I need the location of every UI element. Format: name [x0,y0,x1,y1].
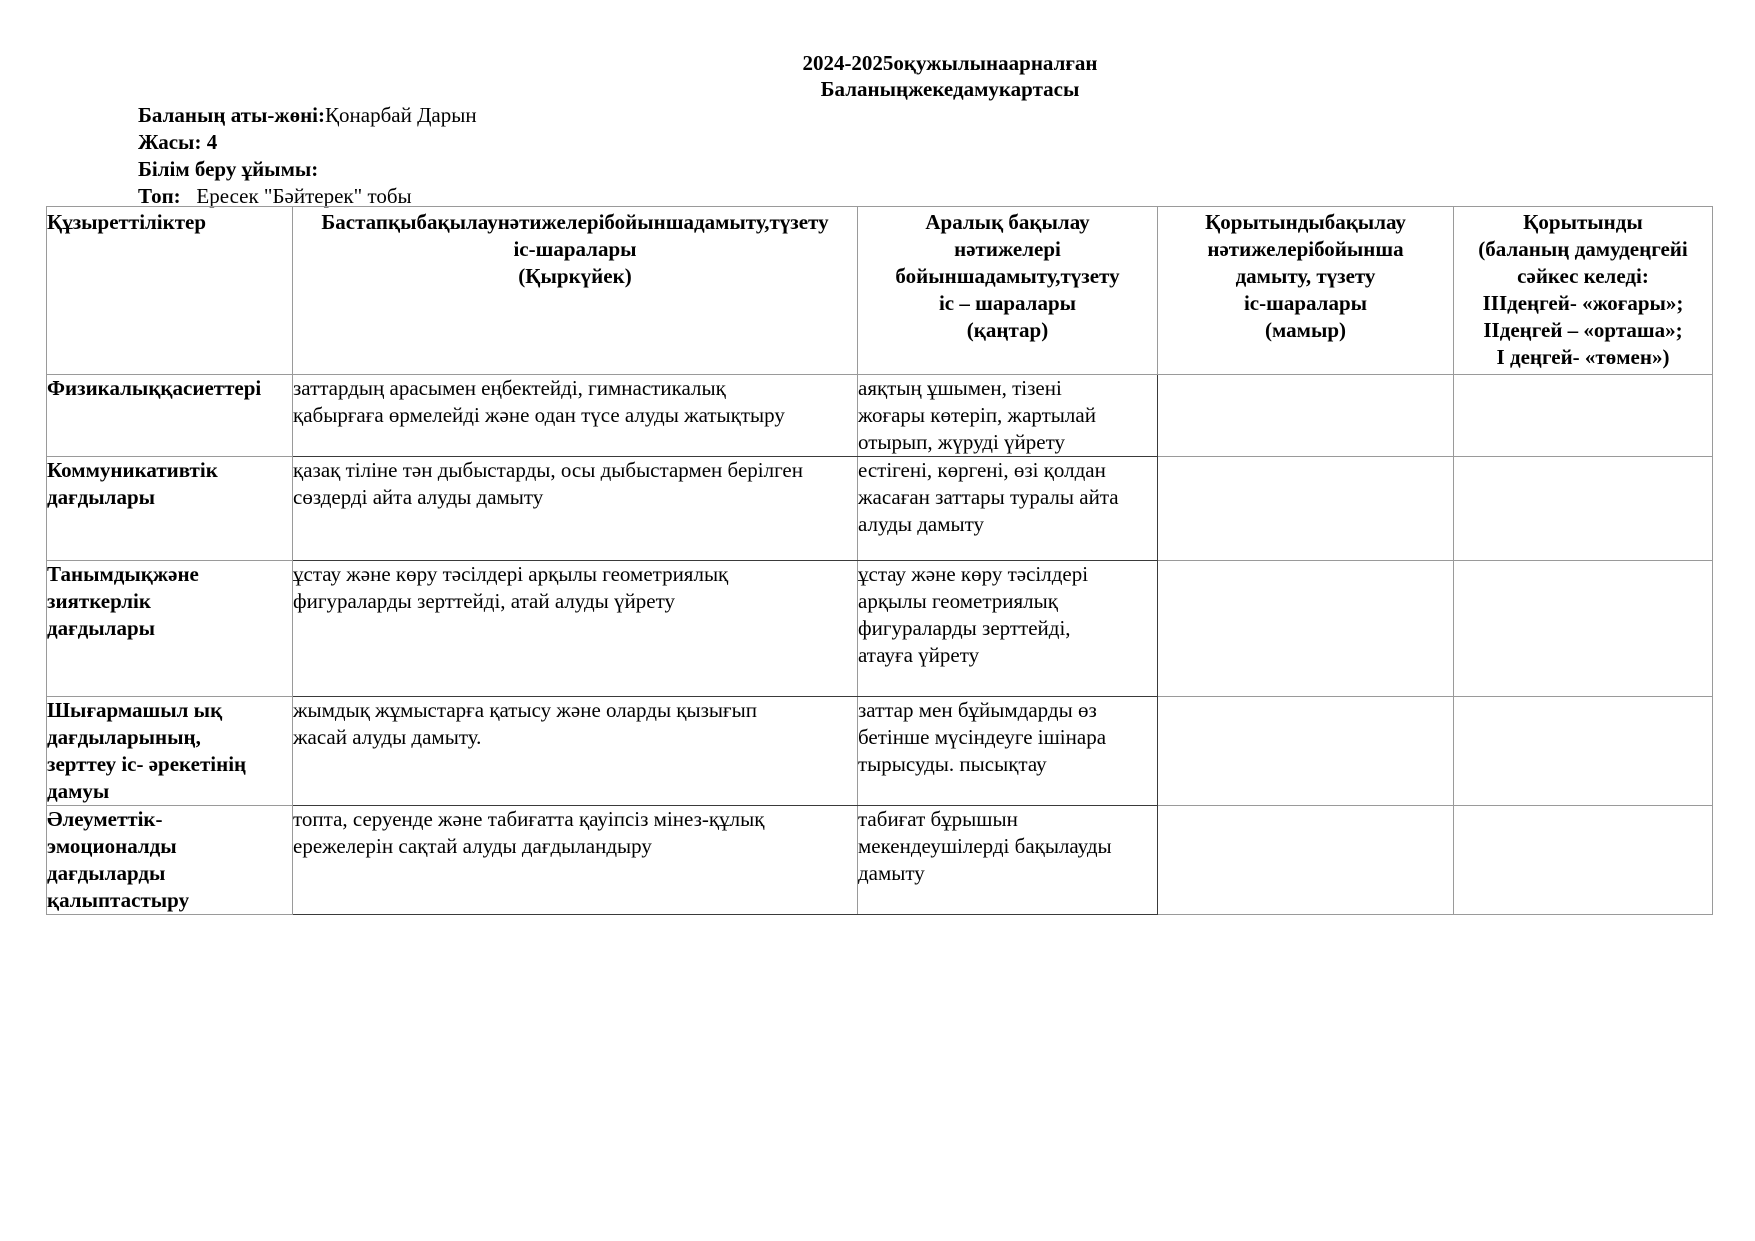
education-org-line [138,156,318,182]
header-midterm-assessment: Аралық бақылау нәтижелері бойыншадамыту,түзету іс – шаралары (қаңтар) [858,207,1158,375]
result-cell [1454,561,1713,697]
initial-activity-cell: заттардың арасымен еңбектейді, гимнастикалық қабырғаға өрмелейді және одан түсе алуды жатықтыру [293,375,858,457]
group-value: Ересек "Бәйтерек" тобы [196,184,412,208]
table-row [47,561,1713,697]
initial-activity-cell: жымдық жұмыстарға қатысу және оларды қызығып жасай алуды дамыту. [293,697,858,806]
title-academic-year: 2024-2025оқужылынаарналған [802,51,1098,75]
competency-cell: Физикалыққасиеттері [47,375,293,457]
initial-activity-cell: топта, серуенде және табиғатта қауіпсіз мінез-құлық ережелерін сақтай алуды дағдыландыру [293,806,858,915]
midterm-activity-cell: естігені, көргені, өзі қолдан жасаған заттары туралы айта алуды дамыту [858,457,1158,561]
group-label: Топ: [138,184,181,208]
competency-cell: Танымдықжәне зияткерлік дағдылары [47,561,293,697]
header-final-assessment: Қорытындыбақылау нәтижелерібойынша дамыту, түзету іс-шаралары (мамыр) [1158,207,1454,375]
child-age-label: Жасы: 4 [138,130,218,154]
result-cell [1454,457,1713,561]
result-cell [1454,697,1713,806]
result-cell [1454,375,1713,457]
midterm-activity-cell: табиғат бұрышын мекендеушілерді бақылауды дамыту [858,806,1158,915]
competency-cell: Коммуникативтік дағдылары [47,457,293,561]
midterm-activity-cell: ұстау және көру тәсілдері арқылы геометриялық фигураларды зерттейді, атауға үйрету [858,561,1158,697]
child-age-line [138,129,217,155]
table-row [47,457,1713,561]
header-initial-assessment: Бастапқыбақылаунәтижелерібойыншадамыту,түзету іс-шаралары (Қыркүйек) [293,207,858,375]
child-name-value: Қонарбай Дарын [325,103,477,127]
midterm-activity-cell: заттар мен бұйымдарды өз бетінше мүсіндеуге ішінара тырысуды. пысықтау [858,697,1158,806]
table-header-row [47,207,1713,375]
table-row [47,806,1713,915]
midterm-activity-cell: аяқтың ұшымен, тізені жоғары көтеріп, жартылай отырып, жүруді үйрету [858,375,1158,457]
competency-cell: Әлеуметтік- эмоционалды дағдыларды қалыптастыру [47,806,293,915]
final-activity-cell [1158,697,1454,806]
initial-activity-cell: ұстау және көру тәсілдері арқылы геометриялық фигураларды зерттейді, атай алуды үйрету [293,561,858,697]
education-org-label: Білім беру ұйымы: [138,157,319,181]
final-activity-cell [1158,806,1454,915]
header-competencies: Құзыреттіліктер [47,207,293,375]
table-row [47,375,1713,457]
initial-activity-cell: қазақ тіліне тән дыбыстарды, осы дыбыстармен берілген сөздерді айта алуды дамыту [293,457,858,561]
final-activity-cell [1158,375,1454,457]
final-activity-cell [1158,561,1454,697]
final-activity-cell [1158,457,1454,561]
competency-cell: Шығармашыл ық дағдыларының, зерттеу іс- әрекетінің дамуы [47,697,293,806]
title-card-name: Баланыңжекедамукартасы [820,77,1080,101]
development-card-table [46,206,1713,915]
table-row [47,697,1713,806]
child-name-label: Баланың аты-жөні: [138,103,326,127]
child-name-line [138,102,477,128]
header-conclusion: Қорытынды (баланың дамудеңгейі сәйкес келеді: IIIдеңгей- «жоғары»; IIдеңгей – «орташа»; I деңгей- «төмен») [1454,207,1713,375]
result-cell [1454,806,1713,915]
